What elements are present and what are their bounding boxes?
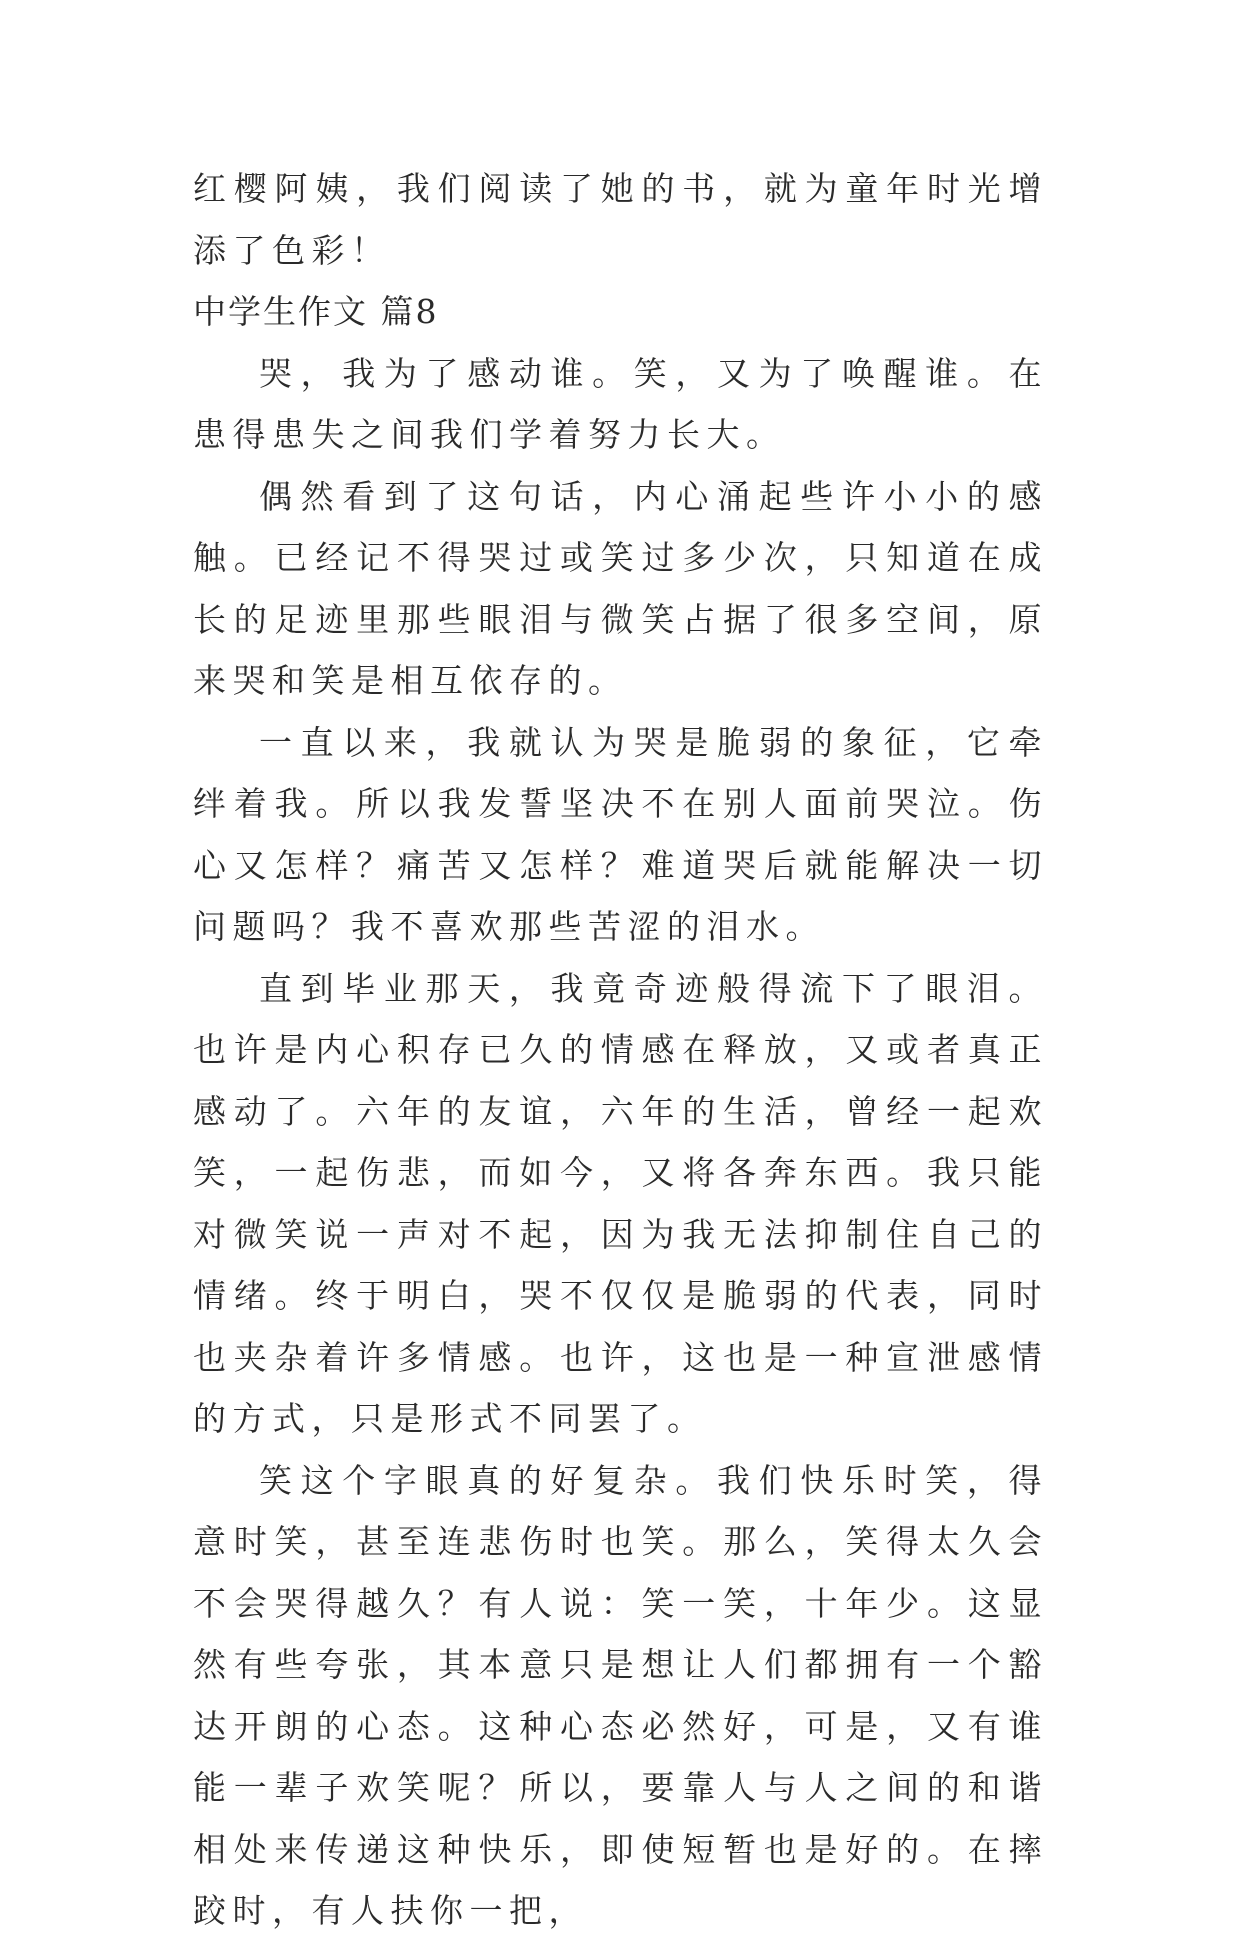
paragraph-3: 一直以来，我就认为哭是脆弱的象征，它牵绊着我。所以我发誓坚决不在别人面前哭泣。伤心又怎样？痛苦又怎样？难道哭后就能解决一切问题吗？我不喜欢那些苦涩的泪水。 <box>193 722 1048 946</box>
document-body <box>193 158 1048 1942</box>
paragraph-5: 笑这个字眼真的好复杂。我们快乐时笑，得意时笑，甚至连悲伤时也笑。那么，笑得太久会不会哭得越久？有人说：笑一笑，十年少。这显然有些夸张，其本意只是想让人们都拥有一个豁达开朗的心态。这种心态必然好，可是，又有谁能一辈子欢笑呢？所以，要靠人与人之间的和谐相处来传递这种快乐，即使短暂也是好的。在摔跤时，有人扶你一把， <box>193 1460 1048 1930</box>
opening-line: 红樱阿姨，我们阅读了她的书，就为童年时光增添了色彩！ <box>193 169 1048 270</box>
essay-heading: 中学生作文 篇8 <box>193 292 439 331</box>
paragraph-1: 哭，我为了感动谁。笑，又为了唤醒谁。在患得患失之间我们学着努力长大。 <box>193 353 1048 454</box>
paragraph-4: 直到毕业那天，我竟奇迹般得流下了眼泪。也许是内心积存已久的情感在释放，又或者真正感动了。六年的友谊，六年的生活，曾经一起欢笑，一起伤悲，而如今，又将各奔东西。我只能对微笑说一声对不起，因为我无法抑制住自己的情绪。终于明白，哭不仅仅是脆弱的代表，同时也夹杂着许多情感。也许，这也是一种宣泄感情的方式，只是形式不同罢了。 <box>193 968 1048 1438</box>
paragraph-2: 偶然看到了这句话，内心涌起些许小小的感触。已经记不得哭过或笑过多少次，只知道在成长的足迹里那些眼泪与微笑占据了很多空间，原来哭和笑是相互依存的。 <box>193 476 1048 700</box>
